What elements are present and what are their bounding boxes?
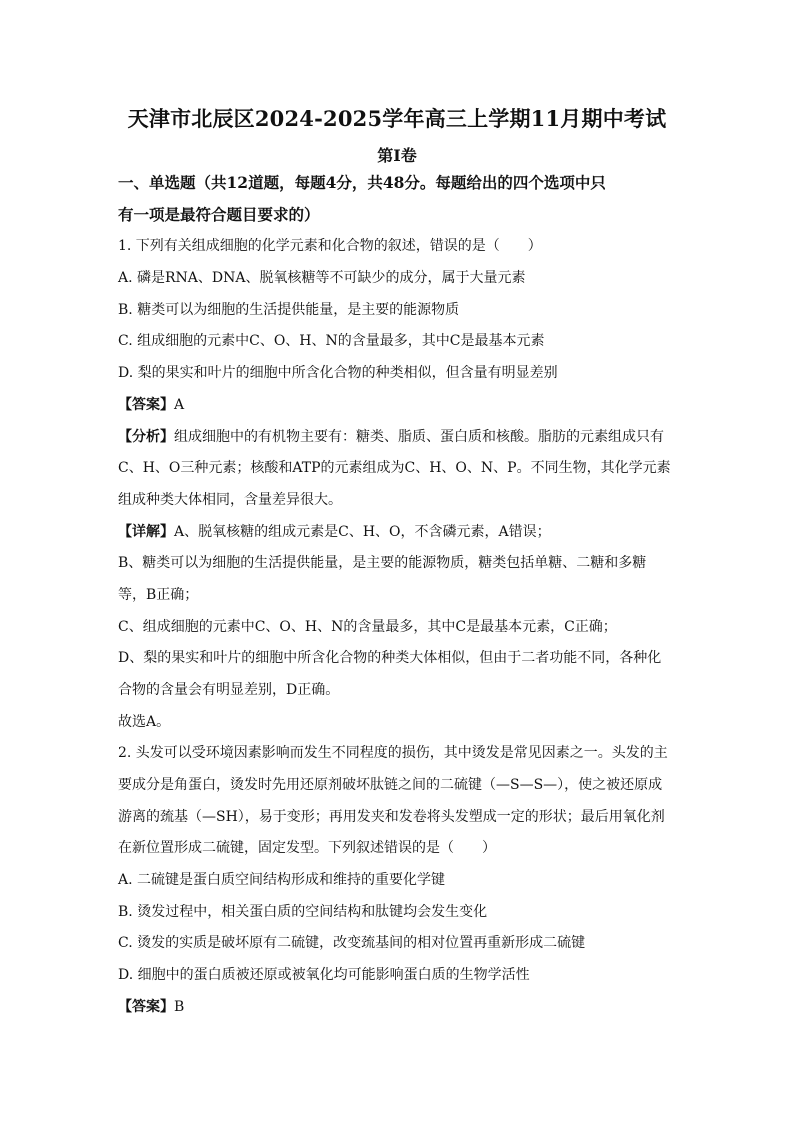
q2-answer-value: B [174, 999, 185, 1015]
q1-conclusion: 故选A。 [118, 714, 171, 730]
q1-analysis-line-3: 组成种类大体相同，含量差异很大。 [118, 492, 342, 508]
q2-option-d: D. 细胞中的蛋白质被还原或被氧化均可能影响蛋白质的生物学活性 [118, 967, 530, 983]
q1-analysis-line-1 [118, 427, 664, 447]
section-heading-line-2: 有一项是最符合题目要求的） [118, 205, 320, 224]
q1-option-d: D. 梨的果实和叶片的细胞中所含化合物的种类相似，但含量有明显差别 [118, 365, 558, 381]
q1-detail-line-4: C、组成细胞的元素中C、O、H、N的含量最多，其中C是最基本元素，C正确； [118, 619, 617, 635]
q1-detail-line-3: 等，B正确； [118, 587, 199, 603]
paper-part-heading: 第I卷 [377, 146, 417, 165]
q1-analysis-label: 【分析】 [118, 429, 174, 445]
q1-detail-text-1: A、脱氧核糖的组成元素是C、H、O，不含磷元素，A错误； [174, 524, 551, 540]
q1-option-b: B. 糖类可以为细胞的生活提供能量，是主要的能源物质 [118, 302, 460, 318]
page-title: 天津市北辰区2024-2025学年高三上学期11月期中考试 [127, 106, 667, 131]
q2-answer-label: 【答案】 [118, 999, 174, 1015]
q1-analysis-line-2: C、H、O三种元素；核酸和ATP的元素组成为C、H、O、N、P。不同生物，其化学元素 [118, 460, 671, 476]
q1-detail-line-2: B、糖类可以为细胞的生活提供能量，是主要的能源物质，糖类包括单糖、二糖和多糖 [118, 555, 647, 571]
q2-option-c: C. 烫发的实质是破坏原有二硫键，改变巯基间的相对位置再重新形成二硫键 [118, 935, 586, 951]
q1-option-c: C. 组成细胞的元素中C、O、H、N的含量最多，其中C是最基本元素 [118, 333, 545, 349]
q2-stem-line-4: 在新位置形成二硫键，固定发型。下列叙述错误的是（ ） [118, 840, 496, 856]
q2-stem-line-3: 游离的巯基（—SH），易于变形；再用发夹和发卷将头发塑成一定的形状；最后用氧化剂 [118, 809, 665, 825]
q1-answer-value: A [174, 397, 185, 413]
q2-stem-line-1: 2. 头发可以受环境因素影响而发生不同程度的损伤，其中烫发是常见因素之一。头发的主 [118, 745, 668, 761]
q1-answer-label: 【答案】 [118, 397, 174, 413]
q1-detail-line-1 [118, 522, 551, 542]
q1-stem: 1. 下列有关组成细胞的化学元素和化合物的叙述，错误的是（ ） [118, 238, 542, 254]
q1-detail-line-5: D、梨的果实和叶片的细胞中所含化合物的种类大体相似，但由于二者功能不同，各种化 [118, 650, 662, 666]
section-heading-line-1: 一、单选题（共12道题，每题4分，共48分。每题给出的四个选项中只 [118, 173, 606, 192]
q2-option-a: A. 二硫键是蛋白质空间结构形成和维持的重要化学键 [118, 872, 446, 888]
q1-analysis-text-1: 组成细胞中的有机物主要有：糖类、脂质、蛋白质和核酸。脂肪的元素组成只有 [174, 429, 664, 445]
q2-stem-line-2: 要成分是角蛋白，烫发时先用还原剂破坏肽链之间的二硫键（—S—S—），使之被还原成 [118, 777, 663, 793]
q1-option-a: A. 磷是RNA、DNA、脱氧核糖等不可缺少的成分，属于大量元素 [118, 270, 526, 286]
q2-answer [118, 997, 184, 1017]
q1-detail-label: 【详解】 [118, 524, 174, 540]
q2-option-b: B. 烫发过程中，相关蛋白质的空间结构和肽键均会发生变化 [118, 904, 488, 920]
q1-answer [118, 395, 184, 415]
q1-detail-line-6: 合物的含量会有明显差别，D正确。 [118, 682, 340, 698]
